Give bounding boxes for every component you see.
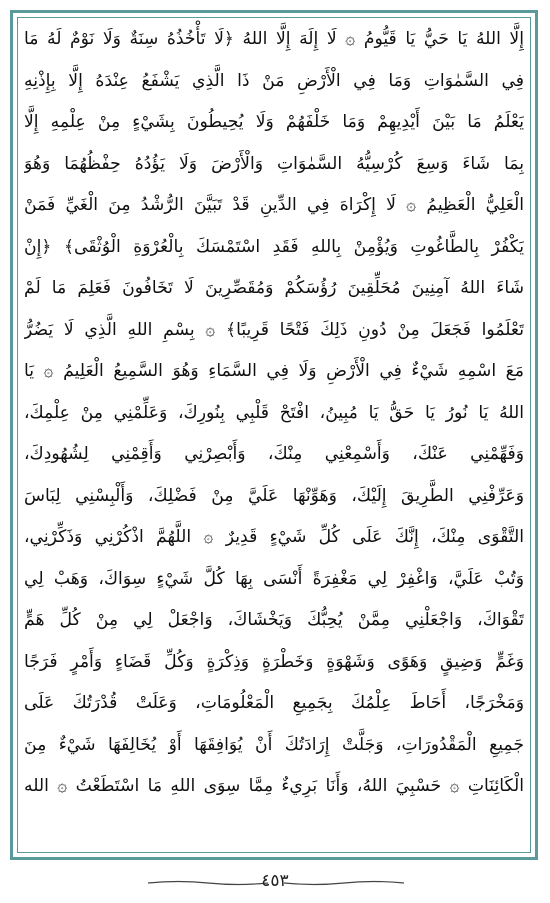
text-line: جَمِيعِ الْمَقْدُورَاتِ، وَجَلَّتْ إِرَادَتُكَ أَنْ يُوَافِقَهَا أَوْ يُخَالِفَهَا شَيْءٌ مِنَ (24, 734, 524, 755)
text-line: شَاءَ اللهُ آمِنِينَ مُحَلِّقِينَ رُؤُسَكُمْ وَمُقَصِّرِينَ لَا تَخَافُونَ فَعَلِمَ مَا لَمْ (24, 278, 524, 298)
text-line: يَعْلَمُ مَا بَيْنَ أَيْدِيهِمْ وَمَا خَلْفَهُمْ وَلَا يُحِيطُونَ بِشَيْءٍ مِنْ عِلْمِهِ إِلَّا (24, 112, 524, 132)
text-line: تَعْلَمُوا فَجَعَلَ مِنْ دُونِ ذَلِكَ فَتْحًا قَرِيبًا﴾ ۞ بِسْمِ اللهِ الَّذِي لَا يَضُرُّ (24, 319, 524, 340)
prayer-text-block (22, 19, 526, 851)
text-line: وَغَمٍّ وَضِيقٍ وَهَوًى وَشَهْوَةٍ وَخَطْرَةٍ وَذِكْرَةٍ وَكُلِّ قَضَاءٍ وَأَمْرٍ فَرَجًا (24, 651, 524, 672)
text-line: فِي السَّمٰوَاتِ وَمَا فِي الْأَرْضِ مَنْ ذَا الَّذِي يَشْفَعُ عِنْدَهُ إِلَّا بِإِذْنِهِ (24, 70, 524, 91)
page-footer (0, 868, 550, 896)
text-line: الْكَائِنَاتِ ۞ حَسْبِيَ اللهُ، وَأَنَا بَرِيءٌ مِمَّا سِوَى اللهِ مَا اسْتَطَعْتُ ۞ الله (24, 776, 524, 796)
text-line: إِلَّا اللهُ يَا حَيُّ يَا قَيُّومُ ۞ لَا إِلَهَ إِلَّا اللهُ ﴿لَا تَأْخُذُهُ سِنَةٌ وَلَا نَوْمٌ لَهُ مَا (24, 29, 524, 49)
text-line: تَقْوَاكَ، وَاجْعَلْنِي مِمَّنْ يُحِبُّكَ وَيَخْشَاكَ، وَاجْعَلْ لِي مِنْ كُلِّ هَمٍّ (24, 610, 524, 630)
text-line: وَفَهِّمْنِي عَنْكَ، وَأَسْمِعْنِي مِنْكَ، وَأَبْصِرْنِي وَأَقِمْنِي لِشُهُودِكَ، (24, 444, 524, 464)
text-line: يَكْفُرْ بِالطَّاغُوتِ وَيُؤْمِنْ بِاللهِ فَقَدِ اسْتَمْسَكَ بِالْعُرْوَةِ الْوُثْقَى﴾ ﴿إِنْ (24, 236, 524, 257)
text-line: اللهُ يَا نُورُ يَا حَقُّ يَا مُبِينُ، افْتَحْ قَلْبِي بِنُورِكَ، وَعَلِّمْنِي مِنْ عِلْمِكَ، (24, 402, 524, 423)
text-line: التَّقْوَى مِنْكَ، إِنَّكَ عَلَى كُلِّ شَيْءٍ قَدِيرٌ ۞ اللَّهُمَّ اذْكُرْنِي وَذَكِّرْنِي، (24, 527, 524, 547)
footer-ornament-right-icon (284, 880, 404, 886)
text-line: مَعَ اسْمِهِ شَيْءٌ فِي الْأَرْضِ وَلَا فِي السَّمَاءِ وَهُوَ السَّمِيعُ الْعَلِيمُ ۞ يَا (24, 361, 524, 381)
page-number: ٤٥٣ (261, 871, 289, 891)
text-line: الْعَلِيُّ الْعَظِيمُ ۞ لَا إِكْرَاهَ فِي الدِّينِ قَدْ تَبَيَّنَ الرُّشْدُ مِنَ الْغَيِّ فَمَنْ (24, 195, 524, 215)
text-line: وَتُبْ عَلَيَّ، وَاغْفِرْ لِي مَغْفِرَةً أَنْسَى بِهَا كُلَّ شَيْءٍ سِوَاكَ، وَهَبْ لِي (24, 568, 524, 589)
text-line: وَعَرِّفْنِي الطَّرِيقَ إِلَيْكَ، وَهَوِّنْهَا عَلَيَّ مِنْ فَضْلِكَ، وَأَلْبِسْنِي لِبَاسَ (24, 485, 524, 506)
text-line: وَمَخْرَجًا، أَحَاطَ عِلْمُكَ بِجَمِيعِ الْمَعْلُومَاتِ، وَعَلَتْ قُدْرَتُكَ عَلَى (24, 693, 524, 713)
text-line: بِمَا شَاءَ وَسِعَ كُرْسِيُّهُ السَّمٰوَاتِ وَالْأَرْضَ وَلَا يَؤُدُهُ حِفْظُهُمَا وَهُوَ (24, 153, 524, 174)
